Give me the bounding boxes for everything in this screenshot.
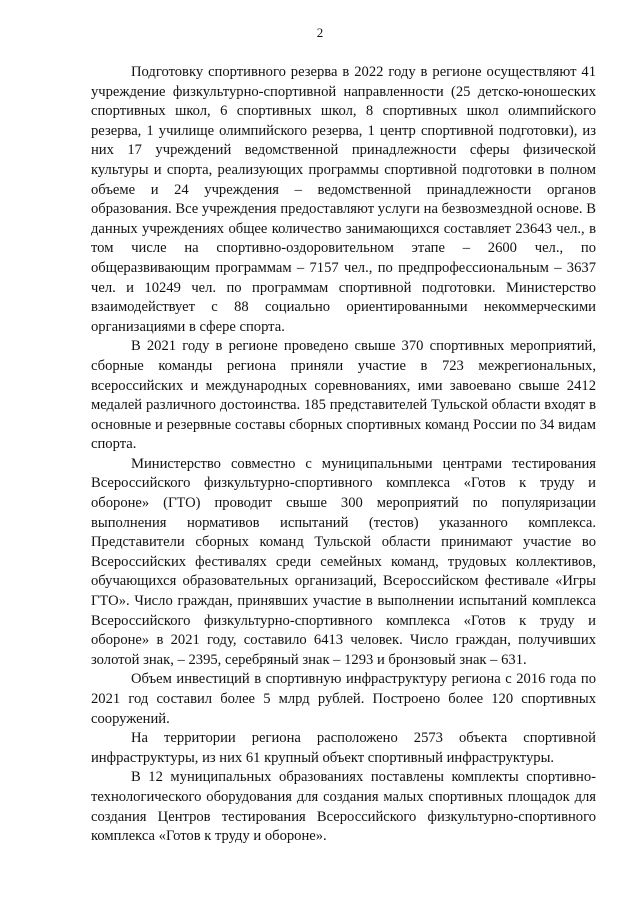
paragraph-sport-reserve: Подготовку спортивного резерва в 2022 году в регионе осуществляют 41 учреждение физкультурно-спортивной направленности (25 детско-юношеских спортивных школ, 6 спортивных школ, 8 спортивных школ олимпийского резерва, 1 училище олимпийского резерва, 1 центр спортивной подготовки), из них 17 учреждений ведомственной принадлежности сферы физической культуры и спорта, реализующих программы спортивной подготовки в полном объеме и 24 учреждения – ведомственной принадлежности органов образования. Все учреждения предоставляют услуги на безвозмездной основе. В данных учреждениях общее количество занимающихся составляет 23643 чел., в том числе на спортивно-оздоровительном этапе – 2600 чел., по общеразвивающим программам – 7157 чел., по предпрофессиональным – 3637 чел. и 10249 чел. по программам спортивной подготовки. Министерство взаимодействует с 88 социально ориентированными некоммерческими организациями в сфере спорта. (91, 64, 596, 335)
paragraph-investments: Объем инвестиций в спортивную инфраструктуру региона с 2016 года по 2021 год составил более 5 млрд рублей. Построено более 120 спортивных сооружений. (91, 671, 596, 727)
page-number: 2 (316, 25, 324, 40)
paragraph-events-2021: В 2021 году в регионе проведено свыше 370 спортивных мероприятий, сборные команды региона приняли участие в 723 межрегиональных, всероссийских и международных соревнованиях, ими завоевано свыше 2412 медалей различного достоинства. 185 представителей Тульской области входят в основные и резервные составы сборных спортивных команд России по 34 видам спорта. (91, 338, 596, 453)
document-body (91, 63, 596, 847)
paragraph-equipment: В 12 муниципальных образованиях поставлены комплекты спортивно-технологического оборудования для создания малых спортивных площадок для создания Центров тестирования Всероссийского физкультурно-спортивного комплекса «Готов к труду и обороне». (91, 769, 596, 845)
paragraph-gto: Министерство совместно с муниципальными центрами тестирования Всероссийского физкультурно-спортивного комплекса «Готов к труду и обороне» (ГТО) проводит свыше 300 мероприятий по популяризации выполнения нормативов испытаний (тестов) указанного комплекса. Представители сборных команд Тульской области принимают участие во Всероссийских фестивалях среди семейных команд, трудовых коллективов, обучающихся образовательных организаций, Всероссийском фестивале «Игры ГТО». Число граждан, принявших участие в выполнении испытаний комплекса Всероссийского физкультурно-спортивного комплекса «Готов к труду и обороне» в 2021 году, составило 6413 человек. Число граждан, получивших золотой знак, – 2395, серебряный знак – 1293 и бронзовый знак – 631. (91, 455, 596, 668)
paragraph-infrastructure: На территории региона расположено 2573 объекта спортивной инфраструктуры, из них 61 крупный объект спортивный инфраструктуры. (91, 730, 596, 766)
